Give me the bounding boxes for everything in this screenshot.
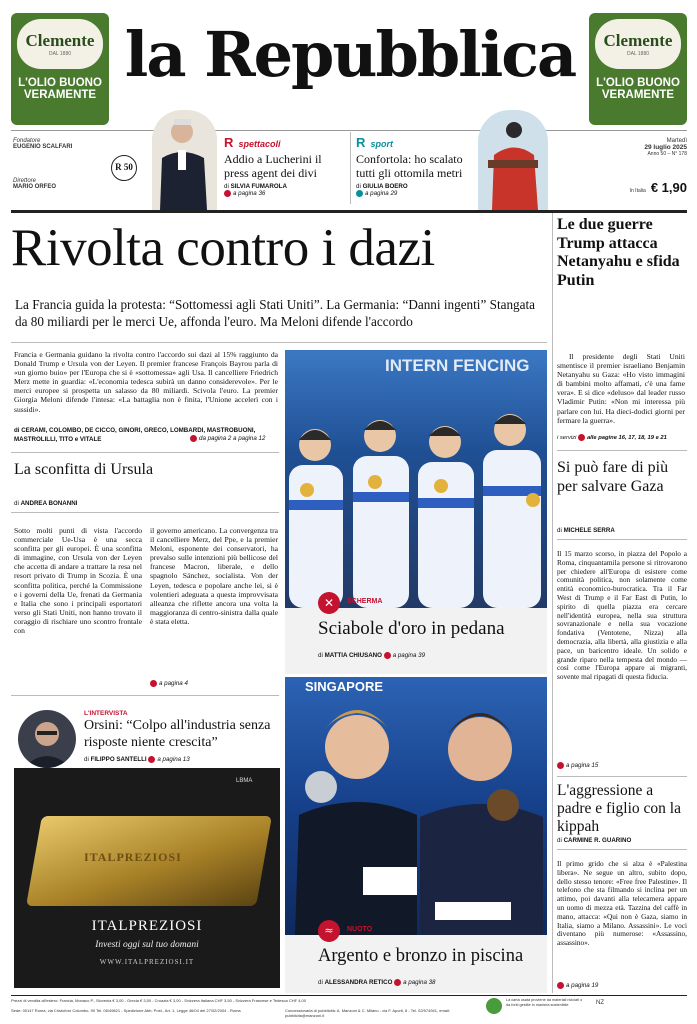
ad-italpreziosi[interactable] [14, 768, 280, 988]
gaza-page[interactable]: a pagina 15 [566, 762, 599, 770]
footer-code: NZ [596, 1000, 604, 1006]
trump-body: Il presidente degli Stati Uniti smentisce il premier israeliano Benjamin Netanyahu su Gaza: «Ho visto immagini di bambini molto affamati, c'è una fame vera». E si dice «deluso» dal leader russo Vladimir Putin: «Non mi interessa più parlare con lui. Ha dieci-dodici giorni per fermare la guerra». [557, 352, 685, 425]
ursula-page[interactable]: a pagina 4 [159, 680, 188, 688]
kippah-author: CARMINE R. GUARINO [563, 837, 632, 844]
arrow-icon [384, 652, 391, 659]
gaza-headline[interactable]: Si può fare di più per salvare Gaza [557, 459, 669, 495]
dateline-day: Martedì [666, 138, 687, 144]
arrow-icon [394, 979, 401, 986]
photo2-page[interactable]: a pagina 38 [403, 979, 436, 987]
photo2-author: ALESSANDRA RETICO [324, 979, 393, 987]
orsini-portrait [18, 710, 76, 768]
gaza-body: Il 15 marzo scorso, in piazza del Popolo a Roma, cinquantamila persone si ritrovarono per chiedere all'Europa di esistere come comunità politica, non solamente come entità economico-burocratica. Tra il Far West di Trump e il Far East di Putin, lo spirito di quella piazza era cercare nell'identità europea, nella sua struttura sovranazionale e nella sua vocazione fondativa (Ventotene, Nizza) alla democrazia, alla libertà, alla giustizia e alla pace, un baricentro ideale. Un solido e grande riparo nella tempesta del mondo — così come l'Europa appare ai migranti, sovente mal ripagati di questa fiducia. [557, 549, 687, 682]
promo-spettacoli-author: SILVIA FUMAROLA [230, 183, 287, 190]
promo-sport-headline[interactable]: Confortola: ho scalato tutti gli ottomila metri [356, 152, 463, 180]
gaza-author: MICHELE SERRA [563, 527, 615, 534]
dateline-date: 29 luglio 2025 [644, 144, 687, 151]
ursula-headline[interactable]: La sconfitta di Ursula [14, 461, 154, 478]
footer-prices: Prezzi di vendita all'estero: Francia, Monaco P., Slovenia € 3,00 - Grecia € 3,50 - Croazia € 3,00 - Svizzera Italiana CHF 3,50 - Svizzera Francese e Tedesca CHF 4,00 [11, 998, 306, 1003]
arrow-icon [578, 434, 585, 441]
ad-slogan: L'OLIO BUONO VERAMENTE [18, 77, 102, 101]
kippah-headline[interactable]: L'aggressione a padre e figlio con la kippah [557, 782, 681, 835]
founder-label: Fondatore [13, 138, 41, 144]
main-headline[interactable]: Rivolta contro i dazi [11, 219, 435, 277]
main-authors: di CERAMI, COLOMBO, DE CICCO, GINORI, GRECO, LOMBARDI, MASTROBUONI, MASTROLILLI, TITO e VITALE [14, 427, 256, 443]
price: € 1,90 [650, 180, 687, 195]
trump-services: i servizi [557, 435, 577, 442]
photo-swimming[interactable] [285, 677, 547, 935]
trump-page[interactable]: alle pagine 16, 17, 18, 19 e 21 [586, 435, 667, 442]
promo-spettacoli-section: spettacoli [238, 139, 281, 149]
director-name: MARIO ORFEO [13, 184, 56, 190]
fencers-illustration [285, 350, 547, 608]
photo1-page[interactable]: a pagina 39 [392, 652, 426, 660]
director-label: Direttore [13, 178, 37, 184]
byline-di: di [318, 979, 323, 987]
founder-name: EUGENIO SCALFARI [13, 144, 73, 150]
arrow-icon [190, 435, 197, 442]
promo-sport-page[interactable]: a pagina 29 [365, 190, 398, 198]
climber-illustration [478, 110, 548, 210]
interview-page[interactable]: a pagina 13 [157, 756, 190, 764]
interview-kicker: L'INTERVISTA [84, 710, 128, 717]
ad-clemente-left[interactable] [11, 13, 109, 125]
photo-banner-text: INTERN FENCING [385, 356, 530, 375]
arrow-icon [557, 982, 564, 989]
promo-spettacoli-photo[interactable] [152, 110, 217, 210]
byline-di: di [84, 756, 89, 764]
photo2-kicker: NUOTO [347, 926, 373, 933]
photo1-caption[interactable]: Sciabole d'oro in pedana [318, 618, 505, 639]
ad-clemente-right[interactable] [589, 13, 687, 125]
photo1-author: MATTIA CHIUSANO [324, 652, 382, 660]
anniversary-logo: R 50 [111, 155, 137, 181]
ad-brand: Clemente [603, 31, 673, 50]
ad-tagline: Investi oggi sul tuo domani [95, 940, 199, 950]
gold-bar-engraving: ITALPREZIOSI [84, 850, 182, 864]
ad-brand: Clemente [25, 31, 95, 50]
arrow-icon [356, 190, 363, 197]
recycle-icon [486, 998, 502, 1014]
interview-author: FILIPPO SANTELLI [90, 756, 147, 764]
byline-di: di [557, 527, 562, 534]
ursula-col1: Sotto molti punti di vista l'accordo commerciale Ue-Usa è una secca sconfitta per gli europei. È una sconfitta di immagine, con Ursula von der Leyen che accetta di andare a trattare la resa nel resort privato di Trump in Scozia. È una sconfitta politica, perché la Commissione e i governi della Ue, frenati da Germania e Italia che sono i principali esportatori verso gli Stati Uniti, non hanno trovato il coraggio di rischiare uno scontro frontale con [14, 526, 142, 636]
kippah-body: Il primo grido che si alza è «Palestina libera». Ne segue un altro, subito dopo, dello stesso tenore: «Free free Palestine». Il telefono che sta filmando si inclina per un attimo, poi davanti alla telecamera appare un uomo di mezza età. Tazzina del caffè in mano, attacca: «Qui non è Gaza, siamo in Italia, siamo a Milano. Assassini». Le voci diventano più numerose: «Assassino, assassino». [557, 859, 687, 948]
promo-spettacoli-headline[interactable]: Addio a Lucherini il press agent dei divi [224, 152, 322, 180]
footer-address: Sede: 00147 Roma, via Cristoforo Colombo, 90 Tel. 06/49821 - Spedizione Abb. Post., Art. 1, Legge 46/04 del 27/02/2004 - Roma [11, 1008, 241, 1013]
ad-since: DAL 1880 [626, 51, 650, 57]
promo-spettacoli-page[interactable]: a pagina 36 [233, 190, 266, 198]
kippah-page[interactable]: a pagina 19 [566, 982, 599, 990]
promo-sport-section: sport [370, 139, 393, 149]
promo-sport-photo[interactable] [478, 110, 548, 210]
byline-di: di [14, 500, 19, 507]
byline-di: di [356, 183, 361, 190]
photo2-caption[interactable]: Argento e bronzo in piscina [318, 946, 524, 966]
byline-di: di [224, 183, 229, 190]
ursula-col2: il governo americano. La convergenza tra il cancelliere Merz, del Ppe, e la premier Meloni, esponente dei conservatori, ha prevalso sulle intenzioni più bellicose del francese Macron, liberale, e dello spagnolo Sánchez, socialista. Von der Leyen, tedesca e popolare anche lei, si è volentieri adeguata a questa improvvisata alleanza che riflette ancora una volta la maggioranza di centro-sinistra dalla quale è stata eletta. [150, 526, 278, 626]
byline-di: di [318, 652, 323, 660]
ad-url[interactable]: WWW.ITALPREZIOSI.IT [99, 958, 195, 966]
ad-since: DAL 1880 [48, 51, 72, 57]
fencing-icon: ✕ [318, 592, 340, 614]
byline-di: di [557, 837, 562, 844]
trump-headline[interactable]: Le due guerre Trump attacca Netanyahu e sfida Putin [557, 216, 680, 289]
arrow-icon [224, 190, 231, 197]
dateline-issue: Anno 50 – N° 178 [647, 151, 687, 157]
ad-brand: ITALPREZIOSI [91, 918, 203, 934]
ursula-author: ANDREA BONANNI [20, 500, 78, 507]
lbma-logo: LBMA [236, 778, 253, 784]
person-illustration [152, 110, 217, 210]
footer-concessionaria: Concessionaria di pubblicità: A. Manzoni & C. Milano - via F. Aporti, 8 - Tel. 02/574941, email: pubblicita@manzoni.it [285, 1008, 450, 1018]
photo-banner-text: SINGAPORE [305, 679, 384, 694]
main-body: Francia e Germania guidano la rivolta contro l'accordo sui dazi al 15% raggiunto da Donald Trump e Ursula von der Leyen. Il premier francese François Bayrou parla di «un giorno buio» per l'Europa che si è «sottomessa» agli Usa. Il cancelliere Friedrich Merz mette in guardia: «L'economia tedesca subirà un danno considerevole». Per le merci europee si prospetta un salasso da 80 miliardi. Scivola l'euro. La premier Giorgia Meloni difende l'intesa: «La battaglia non è finita, l'Unione accelerì con i sussidi». [14, 350, 278, 414]
footer-recycle: La carta usata proviene da materiali riciclati o da fonti gestite in maniera sostenibile [506, 998, 583, 1007]
interview-avatar[interactable] [18, 710, 76, 768]
swimmers-illustration [285, 677, 547, 935]
arrow-icon [148, 756, 155, 763]
arrow-icon [150, 680, 157, 687]
photo1-kicker: SCHERMA [347, 598, 383, 605]
arrow-icon [557, 762, 564, 769]
price-label: In Italia [629, 188, 646, 194]
promo-sport-author: GIULIA BOERO [362, 183, 408, 190]
ad-slogan: L'OLIO BUONO VERAMENTE [596, 77, 680, 101]
main-subhead: La Francia guida la protesta: “Sottomessi agli Stati Uniti”. La Germania: “Danni ingenti” Stangata da 80 miliardi per le merci Ue, affonda l'euro. Ma Meloni difende l'accordo [15, 297, 536, 329]
swimming-icon: ≈ [318, 920, 340, 942]
main-page[interactable]: da pagina 2 a pagina 12 [199, 435, 266, 443]
photo-fencing[interactable] [285, 350, 547, 608]
masthead-title: la Repubblica [124, 18, 576, 91]
interview-headline[interactable]: Orsini: “Colpo all'industria senza risposte niente crescita” [84, 718, 271, 750]
